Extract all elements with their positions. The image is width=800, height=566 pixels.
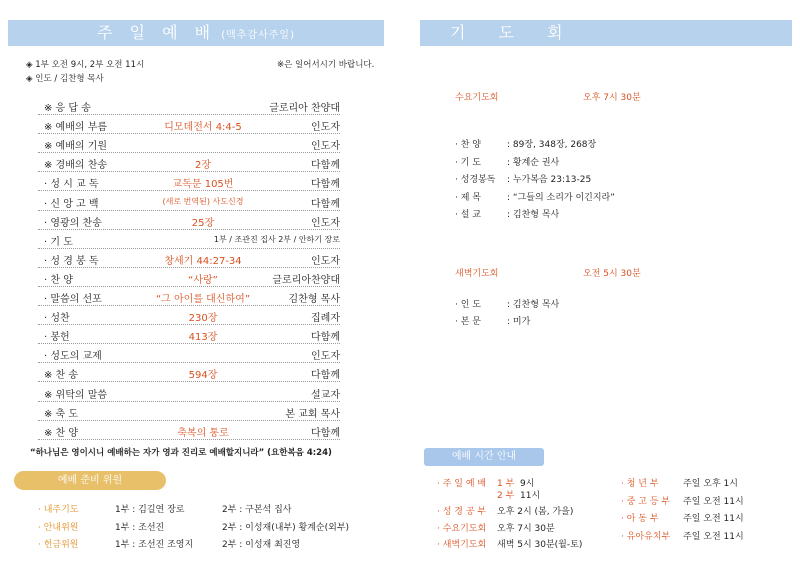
wednesday-item-value: : 89장, 348장, 268장 [507, 140, 597, 150]
order-row [38, 421, 340, 440]
order-row [38, 325, 340, 344]
order-label: · 성도의 교제 [44, 351, 102, 363]
order-row [38, 249, 340, 268]
scripture-quote: “하나님은 영이시니 예배하는 자가 영과 진리로 예배할지니라” (요한복음 4:24) [30, 448, 332, 458]
order-detail: 2장 [194, 160, 212, 172]
committee-first: 1부 : 김길연 장로 [115, 505, 185, 515]
wednesday-time: 오후 7시 30분 [583, 93, 641, 103]
prayer-banner [420, 20, 792, 46]
worship-subtitle: (맥추감사주일) [221, 30, 295, 41]
order-row [38, 402, 340, 421]
schedule-label: · 주 일 예 배 [437, 479, 487, 489]
order-row [38, 383, 340, 402]
order-responsible: 다함께 [311, 370, 340, 382]
order-row [38, 268, 340, 287]
dawn-time: 오전 5시 30분 [583, 269, 641, 279]
order-row [38, 287, 340, 306]
order-responsible: 인도자 [311, 351, 340, 363]
order-row [38, 134, 340, 153]
wednesday-item-label: · 찬 양 [455, 140, 481, 150]
order-responsible: 다함께 [311, 198, 340, 210]
order-label: ※ 예배의 부름 [44, 122, 108, 134]
schedule-time: 주일 오전 11시 [683, 531, 744, 542]
order-label: ※ 찬 양 [44, 427, 79, 439]
committee-first: 1부 : 조선진 [115, 522, 165, 533]
order-label: · 성찬 [44, 313, 70, 325]
order-label: · 성 시 교 독 [44, 179, 99, 191]
schedule-time: 새벽 5시 30분(월-토) [497, 540, 583, 550]
order-detail: 1부 / 조관진 집사 2부 / 안하기 장로 [213, 234, 340, 244]
schedule-label: · 성 경 공 부 [437, 507, 487, 517]
schedule-title: 예배 시간 안내 [424, 448, 544, 466]
schedule-label: · 유아유치부 [621, 531, 671, 542]
wednesday-item-value: : 누가복음 23:13-25 [507, 175, 592, 185]
order-responsible: 김찬형 목사 [288, 294, 340, 305]
order-responsible: 인도자 [311, 122, 340, 134]
order-detail: “사랑” [188, 274, 218, 286]
dawn-item-label: · 본 문 [455, 317, 481, 327]
order-label: ※ 예배의 기원 [44, 141, 108, 153]
order-detail: “그 아이를 대신하여” [156, 294, 250, 305]
order-row [38, 96, 340, 115]
order-row [38, 344, 340, 363]
order-label: ※ 위탁의 말씀 [44, 389, 108, 401]
order-row [38, 172, 340, 191]
order-label: · 기 도 [44, 236, 73, 248]
order-row [38, 363, 340, 382]
schedule-label: · 중 고 등 부 [621, 496, 671, 507]
committee-role: · 내주기도 [38, 505, 79, 515]
diamond-icon: ◈ [26, 60, 33, 70]
wednesday-title: 수요기도회 [455, 93, 499, 103]
order-responsible: 다함께 [311, 179, 340, 191]
wednesday-item-value: : 김찬형 목사 [507, 210, 560, 220]
order-row [38, 230, 340, 249]
order-responsible: 다함께 [311, 332, 340, 344]
order-detail: 594장 [188, 370, 218, 382]
schedule-part: 2 부 [497, 491, 515, 501]
dawn-item-value: : 미가 [507, 317, 531, 327]
schedule-time: 주일 오전 11시 [683, 514, 744, 524]
order-detail: 축복의 통로 [177, 427, 229, 439]
order-label: · 성 경 봉 독 [44, 255, 99, 267]
schedule-time: 주일 오후 1시 [683, 479, 738, 489]
order-detail: (새로 번역된) 사도신경 [162, 196, 244, 206]
order-responsible: 인도자 [311, 217, 340, 229]
order-row [38, 211, 340, 230]
order-detail: 413장 [188, 332, 218, 344]
diamond-icon: ◈ [26, 74, 33, 84]
order-label: ※ 응 답 송 [44, 103, 91, 114]
order-responsible: 집례자 [311, 313, 340, 325]
order-detail: 25장 [191, 217, 215, 229]
order-label: ※ 찬 송 [44, 370, 79, 382]
order-row [38, 153, 340, 172]
schedule-time: 오후 7시 30분 [497, 523, 555, 534]
schedule-time: 주일 오전 11시 [683, 496, 744, 507]
order-responsible: 본 교회 목사 [285, 408, 340, 420]
wednesday-item-label: · 성경봉독 [455, 175, 496, 185]
schedule-label: · 아 동 부 [621, 514, 659, 524]
committee-second: 2부 : 이성재(내부) 황계순(외부) [222, 522, 350, 533]
order-responsible: 인도자 [311, 141, 340, 153]
schedule-part: 1 부 [497, 479, 515, 489]
committee-second: 2부 : 이성재 최진영 [222, 540, 301, 550]
order-label: · 찬 양 [44, 274, 73, 286]
committee-title: 예배 준비 위원 [14, 471, 166, 490]
order-label: · 말씀의 선포 [44, 294, 102, 305]
order-label: · 봉헌 [44, 332, 70, 344]
order-label: ※ 경배의 찬송 [44, 160, 108, 172]
order-detail: 교독문 105번 [172, 179, 234, 191]
wednesday-item-value: : “그들의 소리가 이긴지라” [507, 192, 615, 203]
order-responsible: 설교자 [311, 389, 340, 401]
order-responsible: 다함께 [311, 427, 340, 439]
order-label: ※ 축 도 [44, 408, 79, 420]
wednesday-item-label: · 기 도 [455, 157, 481, 168]
committee-role: · 안내위원 [38, 522, 79, 533]
schedule-time: 9시 [520, 479, 535, 489]
order-row [38, 115, 340, 134]
order-detail: 디모데전서 4:4-5 [164, 122, 242, 134]
order-row [38, 192, 340, 211]
worship-title: 주 일 예 배 [97, 23, 217, 42]
worship-banner [8, 20, 384, 46]
committee-second: 2부 : 구본석 집사 [222, 505, 292, 515]
schedule-label: · 새벽기도회 [437, 540, 487, 550]
schedule-label: · 수요기도회 [437, 523, 487, 534]
order-label: · 신 앙 고 백 [44, 198, 99, 210]
dawn-item-value: : 김찬형 목사 [507, 300, 560, 310]
order-responsible: 글로리아찬양대 [272, 274, 340, 286]
wednesday-item-label: · 설 교 [455, 210, 481, 220]
service-times: ◈ 1부 오전 9시, 2부 오전 11시 [26, 60, 145, 70]
committee-role: · 헌금위원 [38, 540, 79, 550]
order-responsible: 다함께 [311, 160, 340, 172]
order-responsible: 글로리아 찬양대 [269, 103, 340, 114]
prayer-title: 기 도 회 [450, 23, 577, 42]
dawn-item-label: · 인 도 [455, 300, 481, 310]
schedule-time: 오후 2시 (봄, 가을) [497, 507, 574, 517]
wednesday-item-value: : 황계순 권사 [507, 157, 560, 168]
committee-first: 1부 : 조선진 조영지 [115, 540, 194, 550]
order-label: · 영광의 찬송 [44, 217, 102, 229]
order-detail: 창세기 44:27-34 [164, 255, 242, 267]
order-row [38, 306, 340, 325]
dawn-title: 새벽기도회 [455, 269, 499, 279]
wednesday-item-label: · 제 목 [455, 192, 481, 203]
order-responsible: 인도자 [311, 255, 340, 267]
standing-note: ※은 일어서시기 바랍니다. [277, 60, 375, 70]
schedule-time: 11시 [520, 491, 541, 501]
schedule-label: · 청 년 부 [621, 479, 659, 489]
order-detail: 230장 [188, 313, 218, 325]
service-leader: ◈ 인도 / 김찬형 목사 [26, 74, 104, 84]
